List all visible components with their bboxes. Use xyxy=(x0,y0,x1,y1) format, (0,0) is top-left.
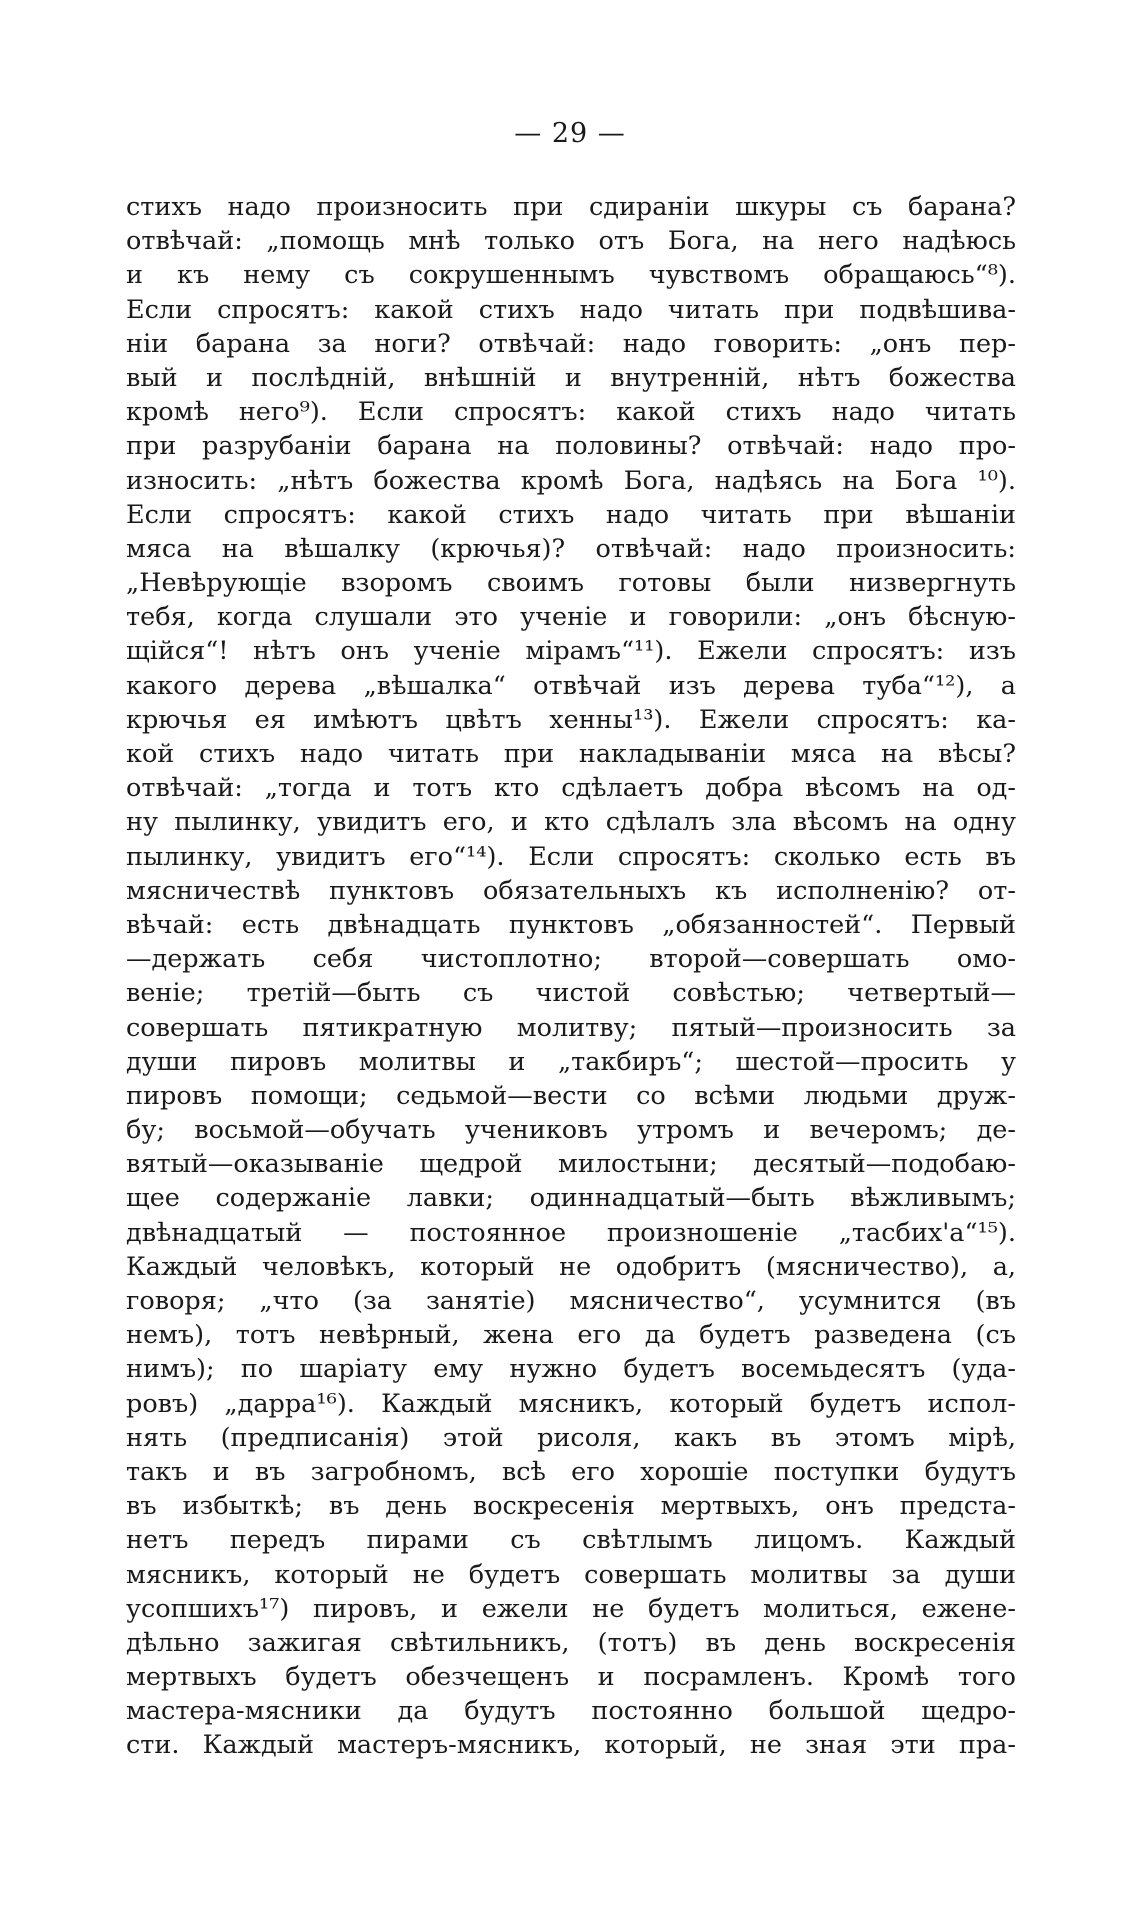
text-line: дѣльно зажигая свѣтильникъ, (тотъ) въ день воскресенія xyxy=(126,1627,1016,1658)
text-line: какого дерева „вѣшалка“ отвѣчай изъ дерева туба“¹²), а xyxy=(126,670,1016,701)
text-line: крючья ея имѣютъ цвѣтъ хенны¹³). Ежели спросятъ: ка- xyxy=(126,704,1016,735)
text-line: Если спросятъ: какой стихъ надо читать при подвѣшива- xyxy=(126,294,1016,325)
text-line: вѣчай: есть двѣнадцать пунктовъ „обязанностей“. Первый xyxy=(126,909,1016,940)
text-line: въ избыткѣ; въ день воскресенія мертвыхъ, онъ предста- xyxy=(126,1491,1016,1522)
text-line: ну пылинку, увидитъ его, и кто сдѣлалъ зла вѣсомъ на одну xyxy=(126,807,1016,838)
text-line: при разрубаніи барана на половины? отвѣчай: надо про- xyxy=(126,431,1016,462)
text-line: и къ нему съ сокрушеннымъ чувствомъ обращаюсь“⁸). xyxy=(126,260,1016,291)
text-line: совершать пятикратную молитву; пятый—произносить за xyxy=(126,1012,1016,1043)
text-line: мертвыхъ будетъ обезчещенъ и посрамленъ. Кромѣ того xyxy=(126,1662,1016,1693)
text-line: „Невѣрующіе взоромъ своимъ готовы были низвергнуть xyxy=(126,568,1016,599)
text-line: усопшихъ¹⁷) пировъ, и ежели не будетъ молиться, еженe- xyxy=(126,1593,1016,1624)
body-text xyxy=(126,190,1016,1763)
text-line: щее содержаніе лавки; одиннадцатый—быть вѣжливымъ; xyxy=(126,1183,1016,1214)
text-line: вый и послѣдній, внѣшній и внутренній, нѣтъ божества xyxy=(126,362,1016,393)
text-line: души пировъ молитвы и „такбиръ“; шестой—просить у xyxy=(126,1046,1016,1077)
text-line: Каждый человѣкъ, который не одобритъ (мясничество), а, xyxy=(126,1251,1016,1282)
text-line: щійся“! нѣтъ онъ ученіе мірамъ“¹¹). Ежели спросятъ: изъ xyxy=(126,636,1016,667)
text-line: кромѣ него⁹). Если спросятъ: какой стихъ надо читать xyxy=(126,397,1016,428)
text-line: —держать себя чистоплотно; второй—совершать омо- xyxy=(126,944,1016,975)
text-line: мастера-мясники да будутъ постоянно большой щедро- xyxy=(126,1696,1016,1727)
text-line: такъ и въ загробномъ, всѣ его хорошіе поступки будутъ xyxy=(126,1456,1016,1487)
text-line: нять (предписанія) этой рисоля, какъ въ этомъ мірѣ, xyxy=(126,1422,1016,1453)
text-line: износить: „нѣтъ божества кромѣ Бога, надѣясь на Бога ¹⁰). xyxy=(126,465,1016,496)
text-line: вятый—оказываніе щедрой милостыни; десятый—подобаю- xyxy=(126,1149,1016,1180)
text-line: нимъ); по шаріату ему нужно будетъ восемьдесятъ (уда- xyxy=(126,1354,1016,1385)
text-line: отвѣчай: „тогда и тотъ кто сдѣлаетъ добра вѣсомъ на од- xyxy=(126,773,1016,804)
text-line: отвѣчай: „помощь мнѣ только отъ Бога, на него надѣюсь xyxy=(126,226,1016,257)
text-line: нетъ передъ пирами съ свѣтлымъ лицомъ. Каждый xyxy=(126,1525,1016,1556)
text-line: ровъ) „дарра¹⁶). Каждый мясникъ, который будетъ испол- xyxy=(126,1388,1016,1419)
text-line: мясничествѣ пунктовъ обязательныхъ къ исполненію? от- xyxy=(126,875,1016,906)
text-line: веніе; третій—быть съ чистой совѣстью; четвертый— xyxy=(126,978,1016,1009)
text-line: стихъ надо произносить при сдираніи шкуры съ барана? xyxy=(126,192,1016,222)
text-line: кой стихъ надо читать при накладываніи мяса на вѣсы? xyxy=(126,739,1016,769)
text-line: тебя, когда слушали это ученіе и говорили: „онъ бѣсную- xyxy=(126,602,1016,633)
text-line: немъ), тотъ невѣрный, жена его да будетъ разведена (съ xyxy=(126,1320,1016,1351)
text-line: говоря; „что (за занятіе) мясничество“, усумнится (въ xyxy=(126,1286,1016,1316)
text-line: мяса на вѣшалку (крючья)? отвѣчай: надо произносить: xyxy=(126,533,1016,564)
text-line: бу; восьмой—обучать учениковъ утромъ и вечеромъ; де- xyxy=(126,1115,1016,1146)
text-line: мясникъ, который не будетъ совершать молитвы за души xyxy=(126,1559,1016,1590)
text-line: Если спросятъ: какой стихъ надо читать при вѣшаніи xyxy=(126,499,1016,530)
text-line: пылинку, увидитъ его“¹⁴). Если спросятъ: сколько есть въ xyxy=(126,841,1016,872)
text-line: сти. Каждый мастеръ-мясникъ, который, не зная эти пра- xyxy=(126,1730,1016,1761)
text-line: ніи барана за ноги? отвѣчай: надо говорить: „онъ пер- xyxy=(126,328,1016,359)
text-line: пировъ помощи; седьмой—вести со всѣми людьми друж- xyxy=(126,1080,1016,1111)
text-line: двѣнадцатый — постоянное произношеніе „тасбих'а“¹⁵). xyxy=(126,1217,1016,1248)
page-number: — 29 — xyxy=(514,118,626,149)
